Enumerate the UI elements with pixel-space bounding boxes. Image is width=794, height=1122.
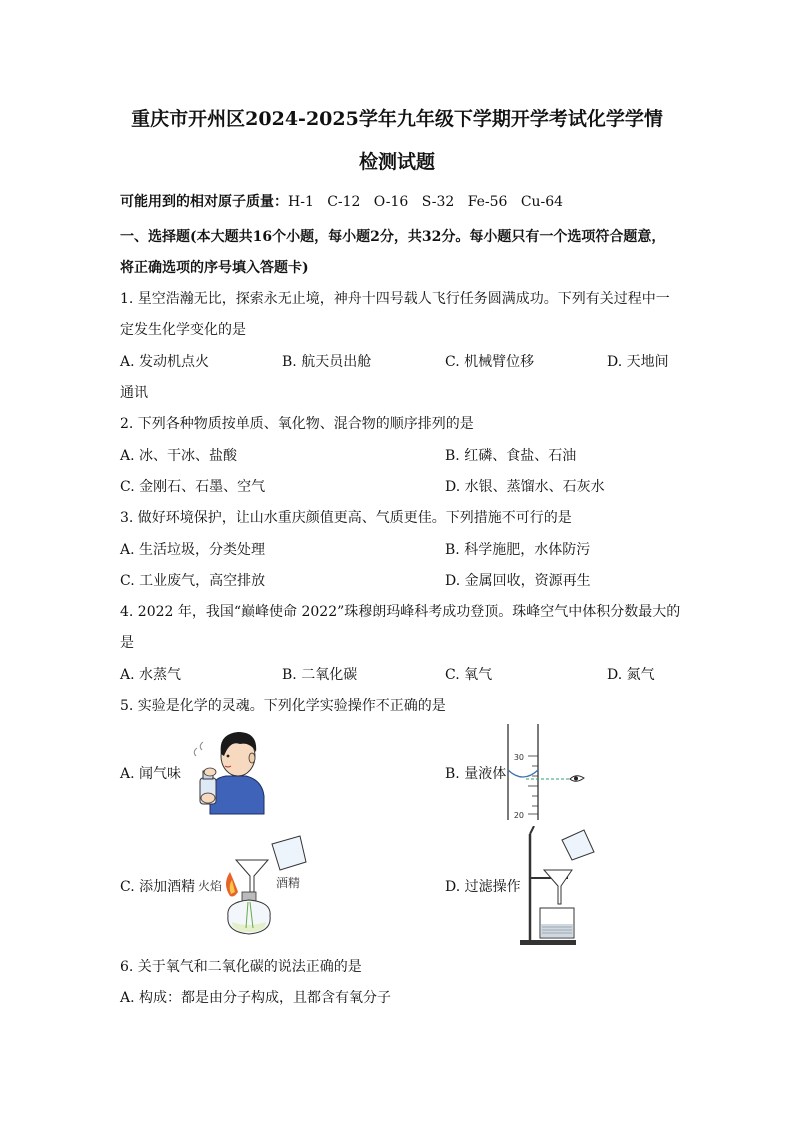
q5-stem: 5. 实验是化学的灵魂。下列化学实验操作不正确的是 (120, 698, 446, 714)
q3-option-d: D. 金属回收，资源再生 (445, 573, 591, 589)
q1-stem-line1: 1. 星空浩瀚无比，探索永无止境，神舟十四号载人飞行任务圆满成功。下列有关过程中一 (120, 291, 670, 307)
q2-option-b: B. 红磷、食盐、石油 (445, 448, 577, 464)
measuring-cylinder-illustration (500, 722, 590, 822)
exam-title-line1: 重庆市开州区2024-2025学年九年级下学期开学考试化学学情 (131, 108, 663, 130)
q3-option-b: B. 科学施肥，水体防污 (445, 542, 591, 558)
cylinder-mark-20: 20 (513, 811, 524, 820)
q4-option-d: D. 氮气 (607, 667, 655, 683)
q2-option-d: D. 水银、蒸馏水、石灰水 (445, 479, 605, 495)
q6-option-a: A. 构成：都是由分子构成，且都含有氧分子 (120, 990, 392, 1006)
label-flame: 火焰 (198, 879, 223, 893)
q1-stem-line2: 定发生化学变化的是 (120, 322, 246, 338)
q4-option-c: C. 氧气 (445, 667, 493, 683)
q6-stem: 6. 关于氧气和二氧化碳的说法正确的是 (120, 959, 362, 975)
q1-option-d: D. 天地间 (607, 354, 669, 370)
q4-option-a: A. 水蒸气 (120, 667, 182, 683)
alcohol-lamp-illustration (196, 832, 316, 942)
label-alcohol: 酒精 (276, 876, 301, 890)
q4-stem-line1: 4. 2022 年，我国“巅峰使命 2022”珠穆朗玛峰科考成功登顶。珠峰空气中体积分数最大的 (120, 604, 681, 620)
q1-option-d-continued: 通讯 (120, 385, 148, 401)
q2-option-c: C. 金刚石、石墨、空气 (120, 479, 266, 495)
q2-stem: 2. 下列各种物质按单质、氧化物、混合物的顺序排列的是 (120, 416, 474, 432)
atomic-mass-label: 可能用到的相对原子质量： (120, 194, 288, 210)
exam-title-line2: 检测试题 (358, 151, 435, 173)
q4-stem-line2: 是 (120, 635, 134, 651)
q5-option-c: C. 添加酒精 (120, 879, 196, 895)
cylinder-mark-30: 30 (513, 753, 524, 762)
q3-option-a: A. 生活垃圾，分类处理 (120, 542, 266, 558)
smelling-boy-illustration (188, 726, 270, 816)
q4-option-b: B. 二氧化碳 (282, 667, 358, 683)
q5-option-d: D. 过滤操作 (445, 879, 521, 895)
section1-instructions-line2: 将正确选项的序号填入答题卡) (120, 260, 309, 276)
q3-stem: 3. 做好环境保护，让山水重庆颜值更高、气质更佳。下列措施不可行的是 (120, 510, 572, 526)
q1-option-b: B. 航天员出舱 (282, 354, 372, 370)
q5-option-b: B. 量液体 (445, 766, 507, 782)
filtration-illustration (518, 826, 598, 946)
atomic-mass-values: H-1 C-12 O-16 S-32 Fe-56 Cu-64 (288, 194, 564, 210)
q1-option-a: A. 发动机点火 (120, 354, 210, 370)
atomic-mass-line (120, 193, 563, 211)
q3-option-c: C. 工业废气，高空排放 (120, 573, 266, 589)
q5-option-a: A. 闻气味 (120, 766, 182, 782)
q2-option-a: A. 冰、干冰、盐酸 (120, 448, 238, 464)
q1-option-c: C. 机械臂位移 (445, 354, 535, 370)
section1-instructions-line1: 一、选择题(本大题共16个小题，每小题2分，共32分。每小题只有一个选项符合题意， (120, 229, 666, 245)
